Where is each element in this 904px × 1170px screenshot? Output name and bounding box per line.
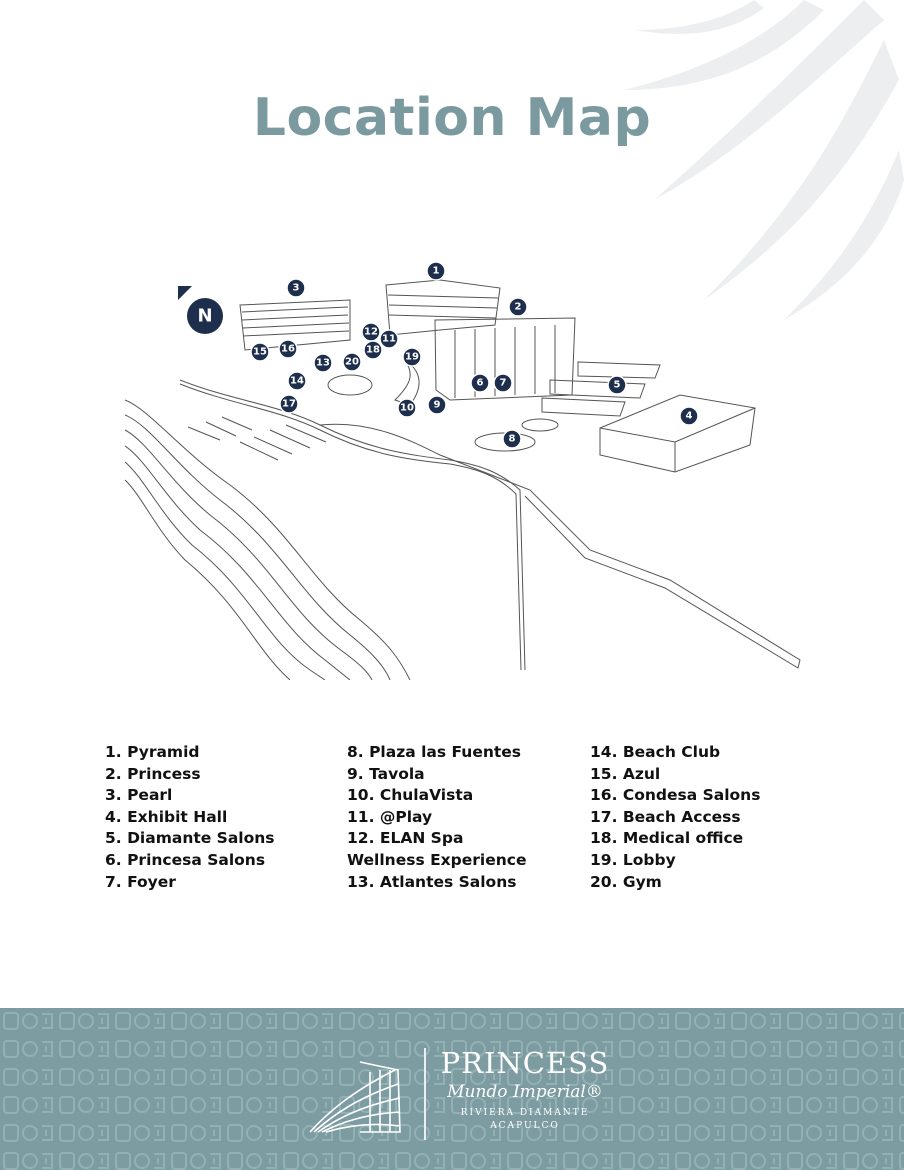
legend-item: 4. Exhibit Hall xyxy=(105,807,228,826)
brand-divider xyxy=(424,1048,426,1140)
svg-text:6: 6 xyxy=(476,377,484,389)
legend-item: 19. Lobby xyxy=(590,850,676,869)
map-marker-1 xyxy=(427,262,445,280)
map-marker-6 xyxy=(471,374,489,392)
svg-text:20: 20 xyxy=(345,356,359,368)
svg-text:9: 9 xyxy=(433,399,441,411)
legend-item: 8. Plaza las Fuentes xyxy=(347,743,522,761)
svg-text:18: 18 xyxy=(366,344,380,356)
map-marker-13 xyxy=(314,354,332,372)
map-marker-19 xyxy=(403,348,421,366)
brand-name: PRINCESS xyxy=(440,1046,610,1080)
map-marker-12 xyxy=(362,323,380,341)
map-marker-5 xyxy=(608,376,626,394)
legend-item: 16. Condesa Salons xyxy=(590,786,761,805)
page-title: Location Map xyxy=(252,88,652,148)
map-marker-15 xyxy=(251,343,269,361)
map-marker-18 xyxy=(364,341,382,359)
compass-label: N xyxy=(197,305,213,327)
legend-item: 5. Diamante Salons xyxy=(105,829,275,848)
svg-text:5: 5 xyxy=(613,379,621,391)
legend-item: 17. Beach Access xyxy=(590,807,741,826)
map-marker-3 xyxy=(287,279,305,297)
map-linework xyxy=(125,280,800,680)
legend-item: 12. ELAN Spa xyxy=(347,829,464,848)
map-marker-17 xyxy=(280,395,298,413)
map-marker-9 xyxy=(428,396,446,414)
map-marker-8 xyxy=(503,430,521,448)
svg-text:8: 8 xyxy=(508,433,516,445)
svg-text:15: 15 xyxy=(253,346,267,358)
legend-column-1 xyxy=(105,742,275,893)
legend-item: 1. Pyramid xyxy=(105,743,200,761)
legend-item: 11. @Play xyxy=(347,807,433,826)
legend-item: 7. Foyer xyxy=(105,872,176,891)
brand-subtitle: Mundo Imperial® xyxy=(447,1082,603,1102)
map-marker-7 xyxy=(494,374,512,392)
svg-text:11: 11 xyxy=(382,333,396,345)
map-marker-4 xyxy=(680,407,698,425)
legend-item: 2. Princess xyxy=(105,764,201,783)
map-marker-14 xyxy=(288,372,306,390)
svg-text:10: 10 xyxy=(400,402,414,414)
legend-column-3 xyxy=(590,742,760,893)
legend-item: 20. Gym xyxy=(590,872,662,891)
map-marker-2 xyxy=(509,298,527,316)
legend-item: 14. Beach Club xyxy=(590,743,721,761)
map-marker-11 xyxy=(380,330,398,348)
svg-text:7: 7 xyxy=(499,377,507,389)
legend-item: 6. Princesa Salons xyxy=(105,850,266,869)
svg-text:4: 4 xyxy=(685,410,693,422)
map-marker-10 xyxy=(398,399,416,417)
legend-item: 15. Azul xyxy=(590,764,661,783)
legend-item: 10. ChulaVista xyxy=(347,786,474,805)
legend-item: 13. Atlantes Salons xyxy=(347,872,517,891)
legend-item: 3. Pearl xyxy=(105,786,173,805)
map-marker-20 xyxy=(343,353,361,371)
brand-location-1: RIVIERA DIAMANTE xyxy=(460,1108,590,1118)
legend-column-2 xyxy=(347,742,526,893)
map-marker-16 xyxy=(279,340,297,358)
svg-text:1: 1 xyxy=(432,265,440,277)
resort-map xyxy=(110,250,810,680)
legend-item: 18. Medical office xyxy=(590,829,744,848)
north-compass xyxy=(178,286,223,334)
svg-text:2: 2 xyxy=(514,301,522,313)
svg-text:12: 12 xyxy=(364,326,378,338)
svg-text:17: 17 xyxy=(282,398,296,410)
svg-text:3: 3 xyxy=(292,282,300,294)
brand-location-2: ACAPULCO xyxy=(490,1121,560,1131)
svg-text:14: 14 xyxy=(290,375,304,387)
svg-text:13: 13 xyxy=(316,357,330,369)
svg-text:16: 16 xyxy=(281,343,295,355)
footer-banner xyxy=(0,1008,904,1170)
legend-item: 9. Tavola xyxy=(347,764,425,783)
svg-text:19: 19 xyxy=(405,351,419,363)
legend-item: Wellness Experience xyxy=(347,850,527,869)
princess-logo-icon xyxy=(300,1050,410,1140)
